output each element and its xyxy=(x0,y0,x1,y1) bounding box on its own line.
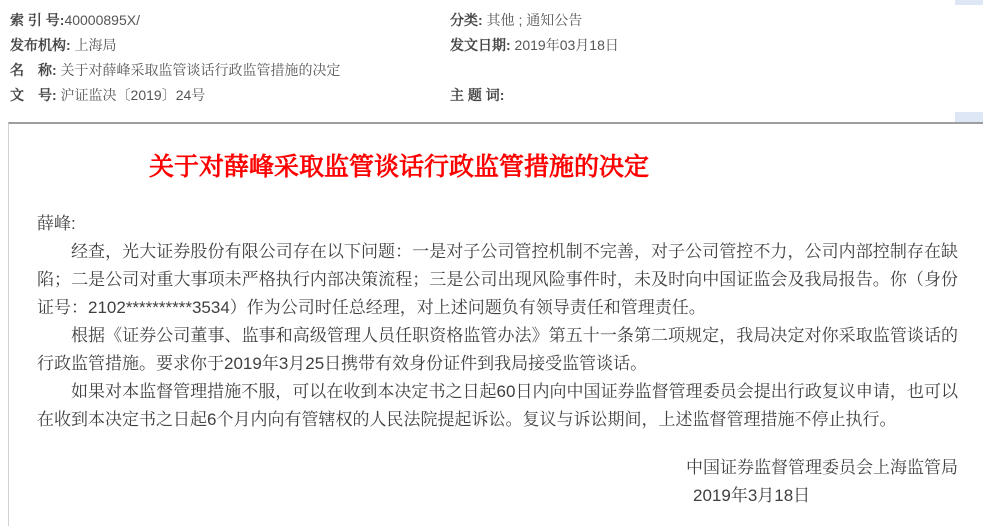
index-number-value: 40000895X/ xyxy=(64,12,140,28)
signature-date: 2019年3月18日 xyxy=(693,486,811,505)
metadata-right-column xyxy=(450,8,983,108)
index-number-label: 索 引 号: xyxy=(10,12,65,28)
document-text xyxy=(37,210,958,510)
issue-date-value: 2019年03月18日 xyxy=(510,37,619,53)
paragraph-appeal-rights: 如果对本监督管理措施不服，可以在收到本决定书之日起60日内向中国证券监督管理委员会提出行政复议申请，也可以在收到本决定书之日起6个月内向有管辖权的人民法院提起诉讼。复议与诉讼期间，上述监督管理措施不停止执行。 xyxy=(37,382,958,429)
document-number-label: 文 号: xyxy=(10,87,57,103)
signature-organization: 中国证券监督管理委员会上海监管局 xyxy=(686,458,958,477)
document-title: 关于对薛峰采取监管谈话行政监管措施的决定 xyxy=(149,153,650,181)
issue-date-label: 发文日期: xyxy=(450,37,511,53)
signature-inner xyxy=(686,454,958,510)
meta-row-document-number xyxy=(10,83,450,108)
document-number-value: 沪证监决〔2019〕24号 xyxy=(56,87,206,103)
issuing-agency-label: 发布机构: xyxy=(10,37,71,53)
scrollbar-fragment-top[interactable] xyxy=(955,0,983,5)
meta-row-issue-date xyxy=(450,33,983,58)
document-name-value: 关于对薛峰采取监管谈话行政监管措施的决定 xyxy=(56,62,341,78)
issuing-agency-value: 上海局 xyxy=(70,37,117,53)
document-body-panel xyxy=(8,122,983,526)
meta-row-index-number xyxy=(10,8,450,33)
meta-row-subject-words xyxy=(450,83,983,108)
category-value: 其他 ; 通知公告 xyxy=(482,12,583,28)
metadata-left-column xyxy=(10,8,450,108)
salutation: 薛峰: xyxy=(37,214,76,233)
category-label: 分类: xyxy=(450,12,483,28)
meta-row-category xyxy=(450,8,983,33)
scrollbar-fragment-mid[interactable] xyxy=(955,112,983,122)
meta-row-issuing-agency xyxy=(10,33,450,58)
signature-block xyxy=(37,454,958,510)
paragraph-decision: 根据《证券公司董事、监事和高级管理人员任职资格监管办法》第五十一条第二项规定，我局决定对你采取监管谈话的行政监管措施。要求你于2019年3月25日携带有效身份证件到我局接受监管谈话。 xyxy=(37,326,958,373)
subject-words-label: 主 题 词: xyxy=(450,87,505,103)
paragraph-findings: 经查，光大证券股份有限公司存在以下问题：一是对子公司管控机制不完善，对子公司管控不力，公司内部控制存在缺陷；二是公司对重大事项未严格执行内部决策流程；三是公司出现风险事件时，未及时向中国证监会及我局报告。你（身份证号：2102**********3534）作为公司时任总经理，对上述问题负有领导责任和管理责任。 xyxy=(37,242,958,317)
metadata-header xyxy=(0,0,983,108)
meta-row-spacer xyxy=(450,58,983,83)
document-name-label: 名 称: xyxy=(10,62,57,78)
meta-row-document-name xyxy=(10,58,450,83)
